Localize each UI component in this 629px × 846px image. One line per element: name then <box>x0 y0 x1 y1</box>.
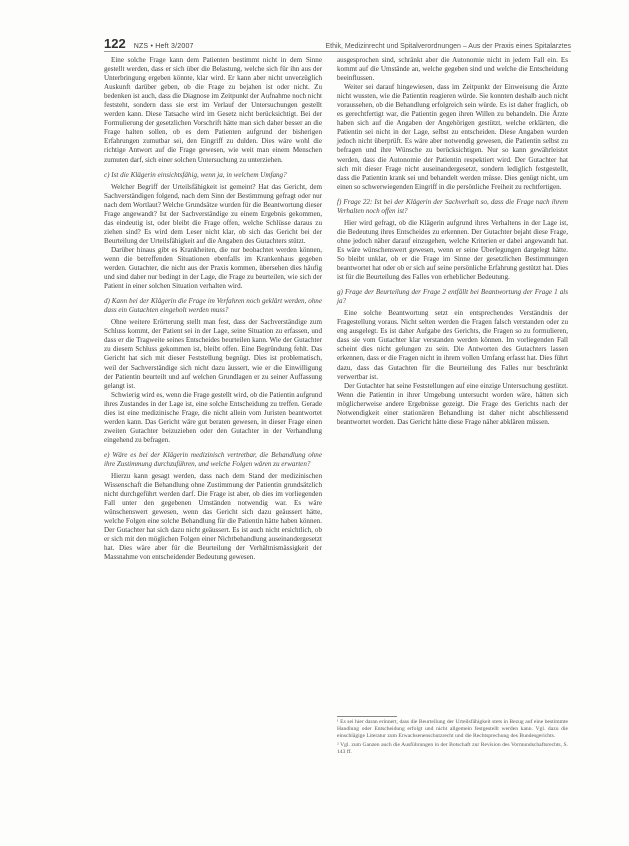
footnote-rule <box>337 716 397 717</box>
paragraph: Darüber hinaus gibt es Krankheiten, die nur beobachtet werden können, wenn die betreffenden Situationen ebenfalls im Krankenhaus gegeben werden. Gutachter, die nicht aus der Praxis kommen, übersehen dies häufig und sind daher nur bedingt in der Lage, die Frage zu beurteilen, wie sich der Patient in einer solchen Situation verhalten wird. <box>104 245 322 291</box>
question-heading: d) Kann bei der Klägerin die Frage im Verfahren noch geklärt werden, ohne dass ein Gutachten eingeholt werden muss? <box>104 297 322 315</box>
article-running-title: Ethik, Medizinrecht und Spitalverordnungen – Aus der Praxis eines Spitalarztes <box>325 43 571 50</box>
footnotes <box>337 719 568 758</box>
question-heading: e) Wäre es bei der Klägerin medizinisch vertretbar, die Behandlung ohne ihre Zustimmung durchzuführen, und welche Folgen wären zu erwarten? <box>104 450 322 468</box>
paragraph: Ohne weitere Erörterung stellt man fest, dass der Sachverständige zum Schluss kommt, der Patient sei in der Lage, seine Situation zu erfassen, und dass er die Tragweite seines Entscheides beurteilen kann. Wie der Gutachter zu diesem Schluss gekommen ist, bleibt offen. Eine Begründung fehlt. Das Gericht hat sich mit dieser Feststellung begnügt. Dies ist problematisch, weil der Sachverständige sich nicht dazu äussert, wie er die Einwilligung der Patientin beurteilt und auf welchen Grundlagen er zu seiner Auffassung gelangt ist. <box>104 318 322 390</box>
question-heading: g) Frage der Beurteilung der Frage 2 entfällt bei Beantwortung der Frage 1 als ja? <box>337 288 568 306</box>
header-rule <box>104 51 571 52</box>
question-heading: c) Ist die Klägerin einsichtsfähig, wenn ja, in welchem Umfang? <box>104 170 287 179</box>
paragraph: Eine solche Frage kann dem Patienten bestimmt nicht in dem Sinne gestellt werden, dass er sich über die Belastung, welche sich für ihn aus der Unterbringung ergeben könnte, klar wird. Er kann aber nicht unverzüglich Auskunft darüber geben, ob die Frage zu bejahen ist oder nicht. Zu bedenken ist auch, dass die Diagnose im Zeitpunkt der Aufnahme noch nicht feststeht, sondern dass sie erst im Verlauf der Untersuchungen gestellt werden kann. Diese Tatsache wird im Gesetz nicht berücksichtigt. Bei der Formulierung der gesetzlichen Vorschrift hätte man sich daher besser an die Frage halten sollen, ob es dem Patienten aufgrund der bisherigen Erfahrungen zumutbar sei, den Eingriff zu dulden. Dies wäre wohl die richtige Antwort auf die Frage gewesen, wie weit man einem Menschen zumuten darf, sich einer solchen Untersuchung zu unterziehen. <box>104 56 322 164</box>
journal-name: NZS • Heft 3/2007 <box>133 43 194 50</box>
right-column <box>337 56 568 427</box>
paragraph: Weiter sei darauf hingewiesen, dass im Zeitpunkt der Einweisung die Ärzte nicht wussten, wie die Patientin reagieren würde. Sie konnten deshalb auch nicht voraussehen, ob die Behandlung erfolgreich sein würde. Es ist daher fraglich, ob es gerechtfertigt war, die Patientin gegen ihren Willen zu behandeln. Die Ärzte haben sich auf die Angaben der Angehörigen gestützt, welche erklärten, die Patientin sei nicht in der Lage, selbst zu entscheiden. Diese Angaben wurden jedoch nicht überprüft. Es wäre aber notwendig gewesen, die Patientin selbst zu befragen und ihre Wünsche zu berücksichtigen. Nur so kann gewährleistet werden, dass die Autonomie der Patientin respektiert wird. Der Gutachter hat sich mit dieser Frage nicht auseinandergesetzt, sondern lediglich festgestellt, dass die Patientin krank sei und behandelt werden müsse. Dies genügt nicht, um einen so schwerwiegenden Eingriff in die persönliche Freiheit zu rechtfertigen. <box>337 83 568 191</box>
left-column <box>104 56 322 562</box>
paragraph: Der Gutachter hat seine Feststellungen auf eine einzige Untersuchung gestützt. Wenn die Patientin in ihrer Umgebung untersucht worden wäre, hätten sich möglicherweise andere Ergebnisse gezeigt. Die Frage des Gerichts nach der Notwendigkeit einer stationären Behandlung ist daher nicht abschliessend beantwortet worden. Das Gericht hätte diese Frage näher abklären müssen. <box>337 381 568 426</box>
paragraph: Schwierig wird es, wenn die Frage gestellt wird, ob die Patientin aufgrund ihres Zustandes in der Lage ist, eine solche Entscheidung zu treffen. Gerade dies ist eine medizinische Frage, die nicht allein vom Juristen beantwortet werden kann. Das Gericht wäre gut beraten gewesen, in dieser Frage einen zweiten Gutachter beizuziehen oder den Gutachter in der Verhandlung eingehend zu befragen. <box>104 390 322 444</box>
question-heading: f) Frage 22: Ist bei der Klägerin der Sachverhalt so, dass die Frage nach ihrem Verhalten noch offen ist? <box>337 197 568 215</box>
footnote: ¹ Es sei hier daran erinnert, dass die Beurteilung der Urteilsfähigkeit stets in Bezug auf eine bestimmte Handlung oder Entscheidung erfolgt und nicht allgemein festgestellt werden kann. Vgl. dazu die einschlägige Literatur zum Erwachsenenschutzrecht und die Rechtsprechung des Bundesgerichts. <box>337 719 568 739</box>
paragraph: Eine solche Beantwortung setzt ein entsprechendes Verständnis der Fragestellung voraus. Nicht selten werden die Fragen falsch verstanden oder zu eng ausgelegt. Es ist daher Aufgabe des Gerichts, die Fragen so zu formulieren, dass sie vom Gutachter klar verstanden werden können. Im vorliegenden Fall scheint dies nicht gelungen zu sein. Die Antworten des Gutachters lassen erkennen, dass er die Fragen nicht in ihrem vollen Umfang erfasst hat. Dies führt dazu, dass das Gutachten für die Beurteilung des Falles nur beschränkt verwertbar ist. <box>337 309 568 381</box>
paragraph: Welcher Begriff der Urteilsfähigkeit ist gemeint? Hat das Gericht, dem Sachverständigen folgend, nach dem Sinn der Bestimmung gefragt oder nur nach dem Wortlaut? Welche Grundsätze wurden für die Beantwortung dieser Frage angewandt? Ist der Sachverständige zu einem Ergebnis gekommen, das eindeutig ist, oder bleibt die Frage offen, welche Schlüsse daraus zu ziehen sind? Es wird dem Leser nicht klar, ob sich das Gericht bei der Beurteilung der Urteilsfähigkeit auf die Angaben des Gutachters stützt. <box>104 182 322 245</box>
page-number: 122 <box>104 36 126 51</box>
paragraph: ausgesprochen sind, schränkt aber die Autonomie nicht in jedem Fall ein. Es kommt auf die Umstände an, welche gegeben sind und welche die Entscheidung beeinflussen. <box>337 56 568 83</box>
paragraph: Hier wird gefragt, ob die Klägerin aufgrund ihres Verhaltens in der Lage ist, die Bedeutung ihres Entscheides zu erkennen. Der Gutachter bejaht diese Frage, ohne jedoch näher darauf einzugehen, welche Kriterien er dabei angewandt hat. Es wäre wünschenswert gewesen, wenn er seine Überlegungen dargelegt hätte. So bleibt unklar, ob er die Frage im Sinne der gesetzlichen Bestimmungen beantwortet hat oder ob er sich auf seine persönliche Erfahrung gestützt hat. Dies ist für die Beurteilung des Falles von erheblicher Bedeutung. <box>337 218 568 282</box>
running-header <box>104 36 571 52</box>
paragraph: Hierzu kann gesagt werden, dass nach dem Stand der medizinischen Wissenschaft die Behandlung ohne Zustimmung der Patientin grundsätzlich nicht durchgeführt werden darf. Die Frage ist aber, ob dies im vorliegenden Fall unter den gegebenen Umständen notwendig war. Es wäre wünschenswert gewesen, wenn das Gericht sich dazu geäussert hätte, welche Folgen eine solche Behandlung für die Patientin hätte haben können. Der Gutachter hat sich dazu nicht geäussert. Es ist auch nicht ersichtlich, ob er sich mit den möglichen Folgen einer Nichtbehandlung auseinandergesetzt hat. Dies wäre aber für die Beurteilung der Verhältnismässigkeit der Massnahme von entscheidender Bedeutung gewesen. <box>104 472 322 562</box>
footnote: ² Vgl. zum Ganzen auch die Ausführungen in der Botschaft zur Revision des Vormundschaftsrechts, S. 143 ff. <box>337 742 568 755</box>
